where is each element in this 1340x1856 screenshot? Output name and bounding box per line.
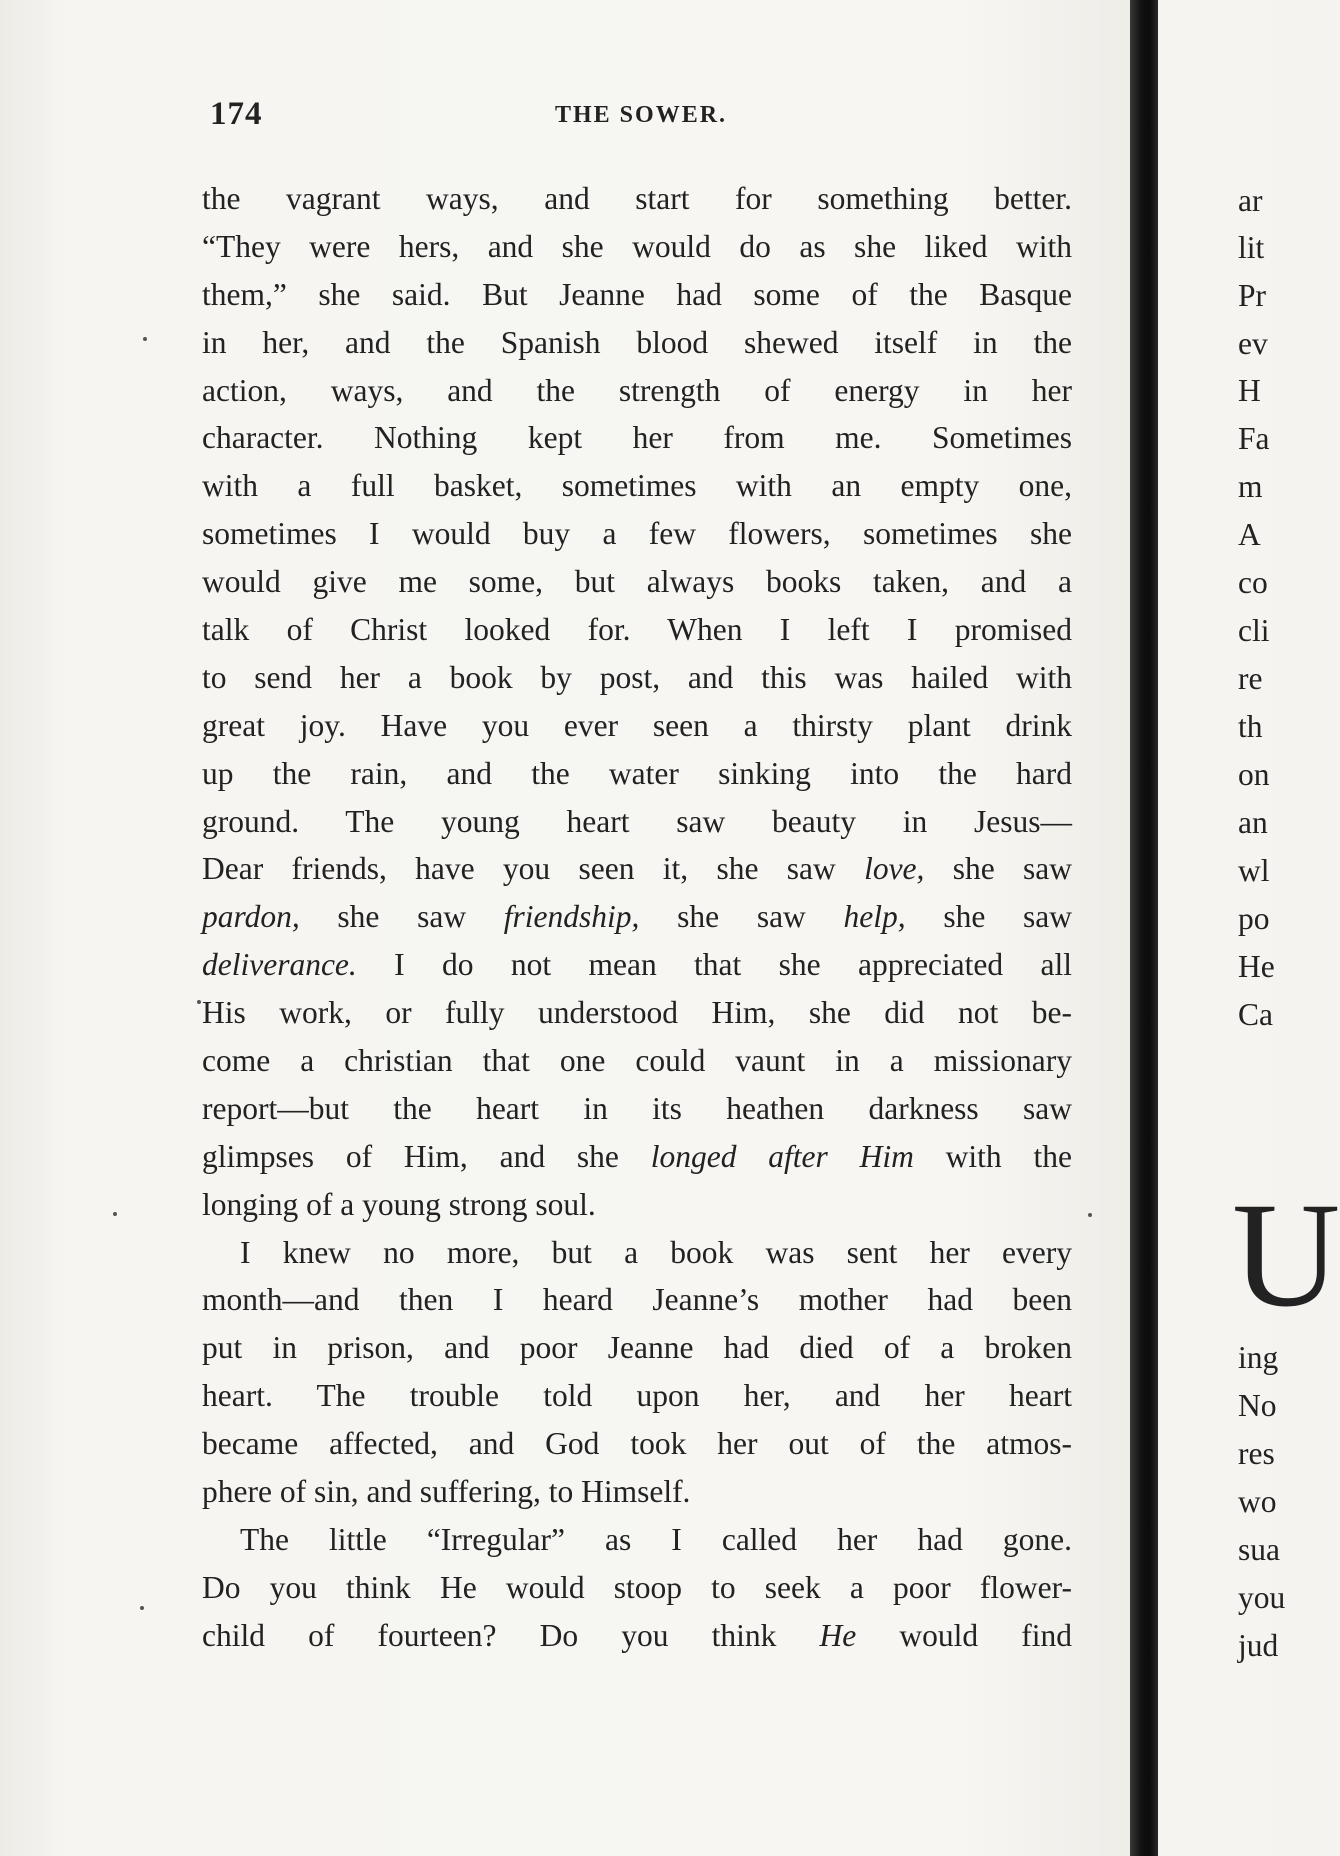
text-line: come a christian that one could vaunt in a missionary (202, 1043, 1072, 1079)
text-run: glimpses of Him, and she (202, 1138, 651, 1174)
right-page-fragment: Ca (1238, 997, 1273, 1032)
text-line (202, 941, 1072, 989)
text-line: to send her a book by post, and this was hailed with (202, 659, 1072, 695)
text-run: Dear friends, have you seen it, she saw (202, 851, 865, 887)
right-page-fragment: an (1238, 805, 1268, 840)
text-line (202, 1612, 1072, 1660)
running-head: THE SOWER. (555, 102, 728, 128)
text-line: would give me some, but always books taken, and a (202, 564, 1072, 600)
right-page-fragment: th (1238, 709, 1263, 744)
right-page-fragment: Fa (1238, 421, 1270, 456)
page-header (210, 96, 1070, 136)
scan-speck (140, 1606, 144, 1610)
text-line (202, 893, 1072, 941)
right-page-fragment: res (1238, 1436, 1275, 1471)
text-line: longing of a young strong soul. (202, 1186, 596, 1222)
book-gutter (1130, 0, 1158, 1856)
text-line: ground. The young heart saw beauty in Jesus— (202, 803, 1072, 839)
text-run: I do not mean that she appreciated all (356, 947, 1072, 983)
right-page-fragment: sua (1238, 1532, 1280, 1567)
right-page-fragment: lit (1238, 230, 1265, 265)
text-line (202, 1133, 1072, 1181)
text-line: phere of sin, and suffering, to Himself. (202, 1474, 691, 1510)
right-page-fragment: m (1238, 469, 1263, 504)
text-line: them,” she said. But Jeanne had some of the Basque (202, 276, 1072, 312)
right-page-fragment: you (1238, 1580, 1286, 1615)
text-line: The little “Irregular” as I called her had gone. (240, 1521, 1072, 1557)
text-run: she saw (924, 851, 1072, 887)
text-line: sometimes I would buy a few flowers, sometimes she (202, 516, 1072, 552)
scan-speck (197, 1000, 201, 1004)
text-run: child of fourteen? Do you think (202, 1617, 820, 1653)
right-page-fragment: ing (1238, 1340, 1279, 1375)
right-page-fragment: wl (1238, 853, 1270, 888)
text-run: with the (913, 1138, 1072, 1174)
right-page-fragment: jud (1238, 1628, 1279, 1663)
text-run: would find (856, 1617, 1072, 1653)
text-line: report—but the heart in its heathen darkness saw (202, 1090, 1072, 1126)
right-page-fragment: re (1238, 661, 1263, 696)
right-page-fragment: wo (1238, 1484, 1277, 1519)
text-run: she saw (299, 899, 504, 935)
text-line: His work, or fully understood Him, she did not be- (202, 995, 1072, 1031)
italic-word: love, (864, 851, 925, 887)
text-run: she saw (639, 899, 844, 935)
drop-cap: U (1232, 1172, 1340, 1338)
italic-word: friendship, (503, 899, 640, 935)
text-line: I knew no more, but a book was sent her every (240, 1234, 1072, 1270)
right-page-fragment: Pr (1238, 278, 1267, 313)
text-line: with a full basket, sometimes with an empty one, (202, 468, 1072, 504)
scan-speck (113, 1212, 117, 1216)
right-page-fragment: He (1238, 949, 1275, 984)
italic-word: pardon, (202, 899, 300, 935)
text-line: heart. The trouble told upon her, and her heart (202, 1378, 1072, 1414)
text-line: character. Nothing kept her from me. Sometimes (202, 420, 1072, 456)
right-page-fragment: ar (1238, 183, 1263, 218)
text-line: in her, and the Spanish blood shewed itself in the (202, 324, 1072, 360)
page-number: 174 (210, 96, 263, 132)
italic-word: help, (843, 899, 906, 935)
text-line: “They were hers, and she would do as she liked with (202, 228, 1072, 264)
text-line: great joy. Have you ever seen a thirsty plant drink (202, 707, 1072, 743)
text-run: she saw (905, 899, 1072, 935)
text-line: became affected, and God took her out of the atmos- (202, 1426, 1072, 1462)
text-line (202, 845, 1072, 893)
body-text (202, 175, 1072, 1660)
text-line: Do you think He would stoop to seek a poor flower- (202, 1569, 1072, 1605)
scan-speck (143, 337, 147, 341)
right-page-fragment: H (1238, 373, 1261, 408)
text-line: talk of Christ looked for. When I left I promised (202, 612, 1072, 648)
right-page-fragment: A (1238, 517, 1261, 552)
text-line: put in prison, and poor Jeanne had died of a broken (202, 1330, 1072, 1366)
right-page-fragment: on (1238, 757, 1270, 792)
right-page-fragment: ev (1238, 326, 1268, 361)
text-line: the vagrant ways, and start for something better. (202, 181, 1072, 216)
right-page-fragment: cli (1238, 613, 1270, 648)
italic-phrase: longed after Him (650, 1138, 914, 1174)
italic-word: He (819, 1617, 857, 1653)
text-line: up the rain, and the water sinking into the hard (202, 755, 1072, 791)
text-line: month—and then I heard Jeanne’s mother had been (202, 1282, 1072, 1318)
right-page-fragment: po (1238, 901, 1270, 936)
text-line: action, ways, and the strength of energy in her (202, 372, 1072, 408)
right-page-fragment: co (1238, 565, 1268, 600)
scan-speck (1088, 1213, 1092, 1217)
italic-word: deliverance. (202, 947, 357, 983)
right-page-fragment: No (1238, 1388, 1277, 1423)
